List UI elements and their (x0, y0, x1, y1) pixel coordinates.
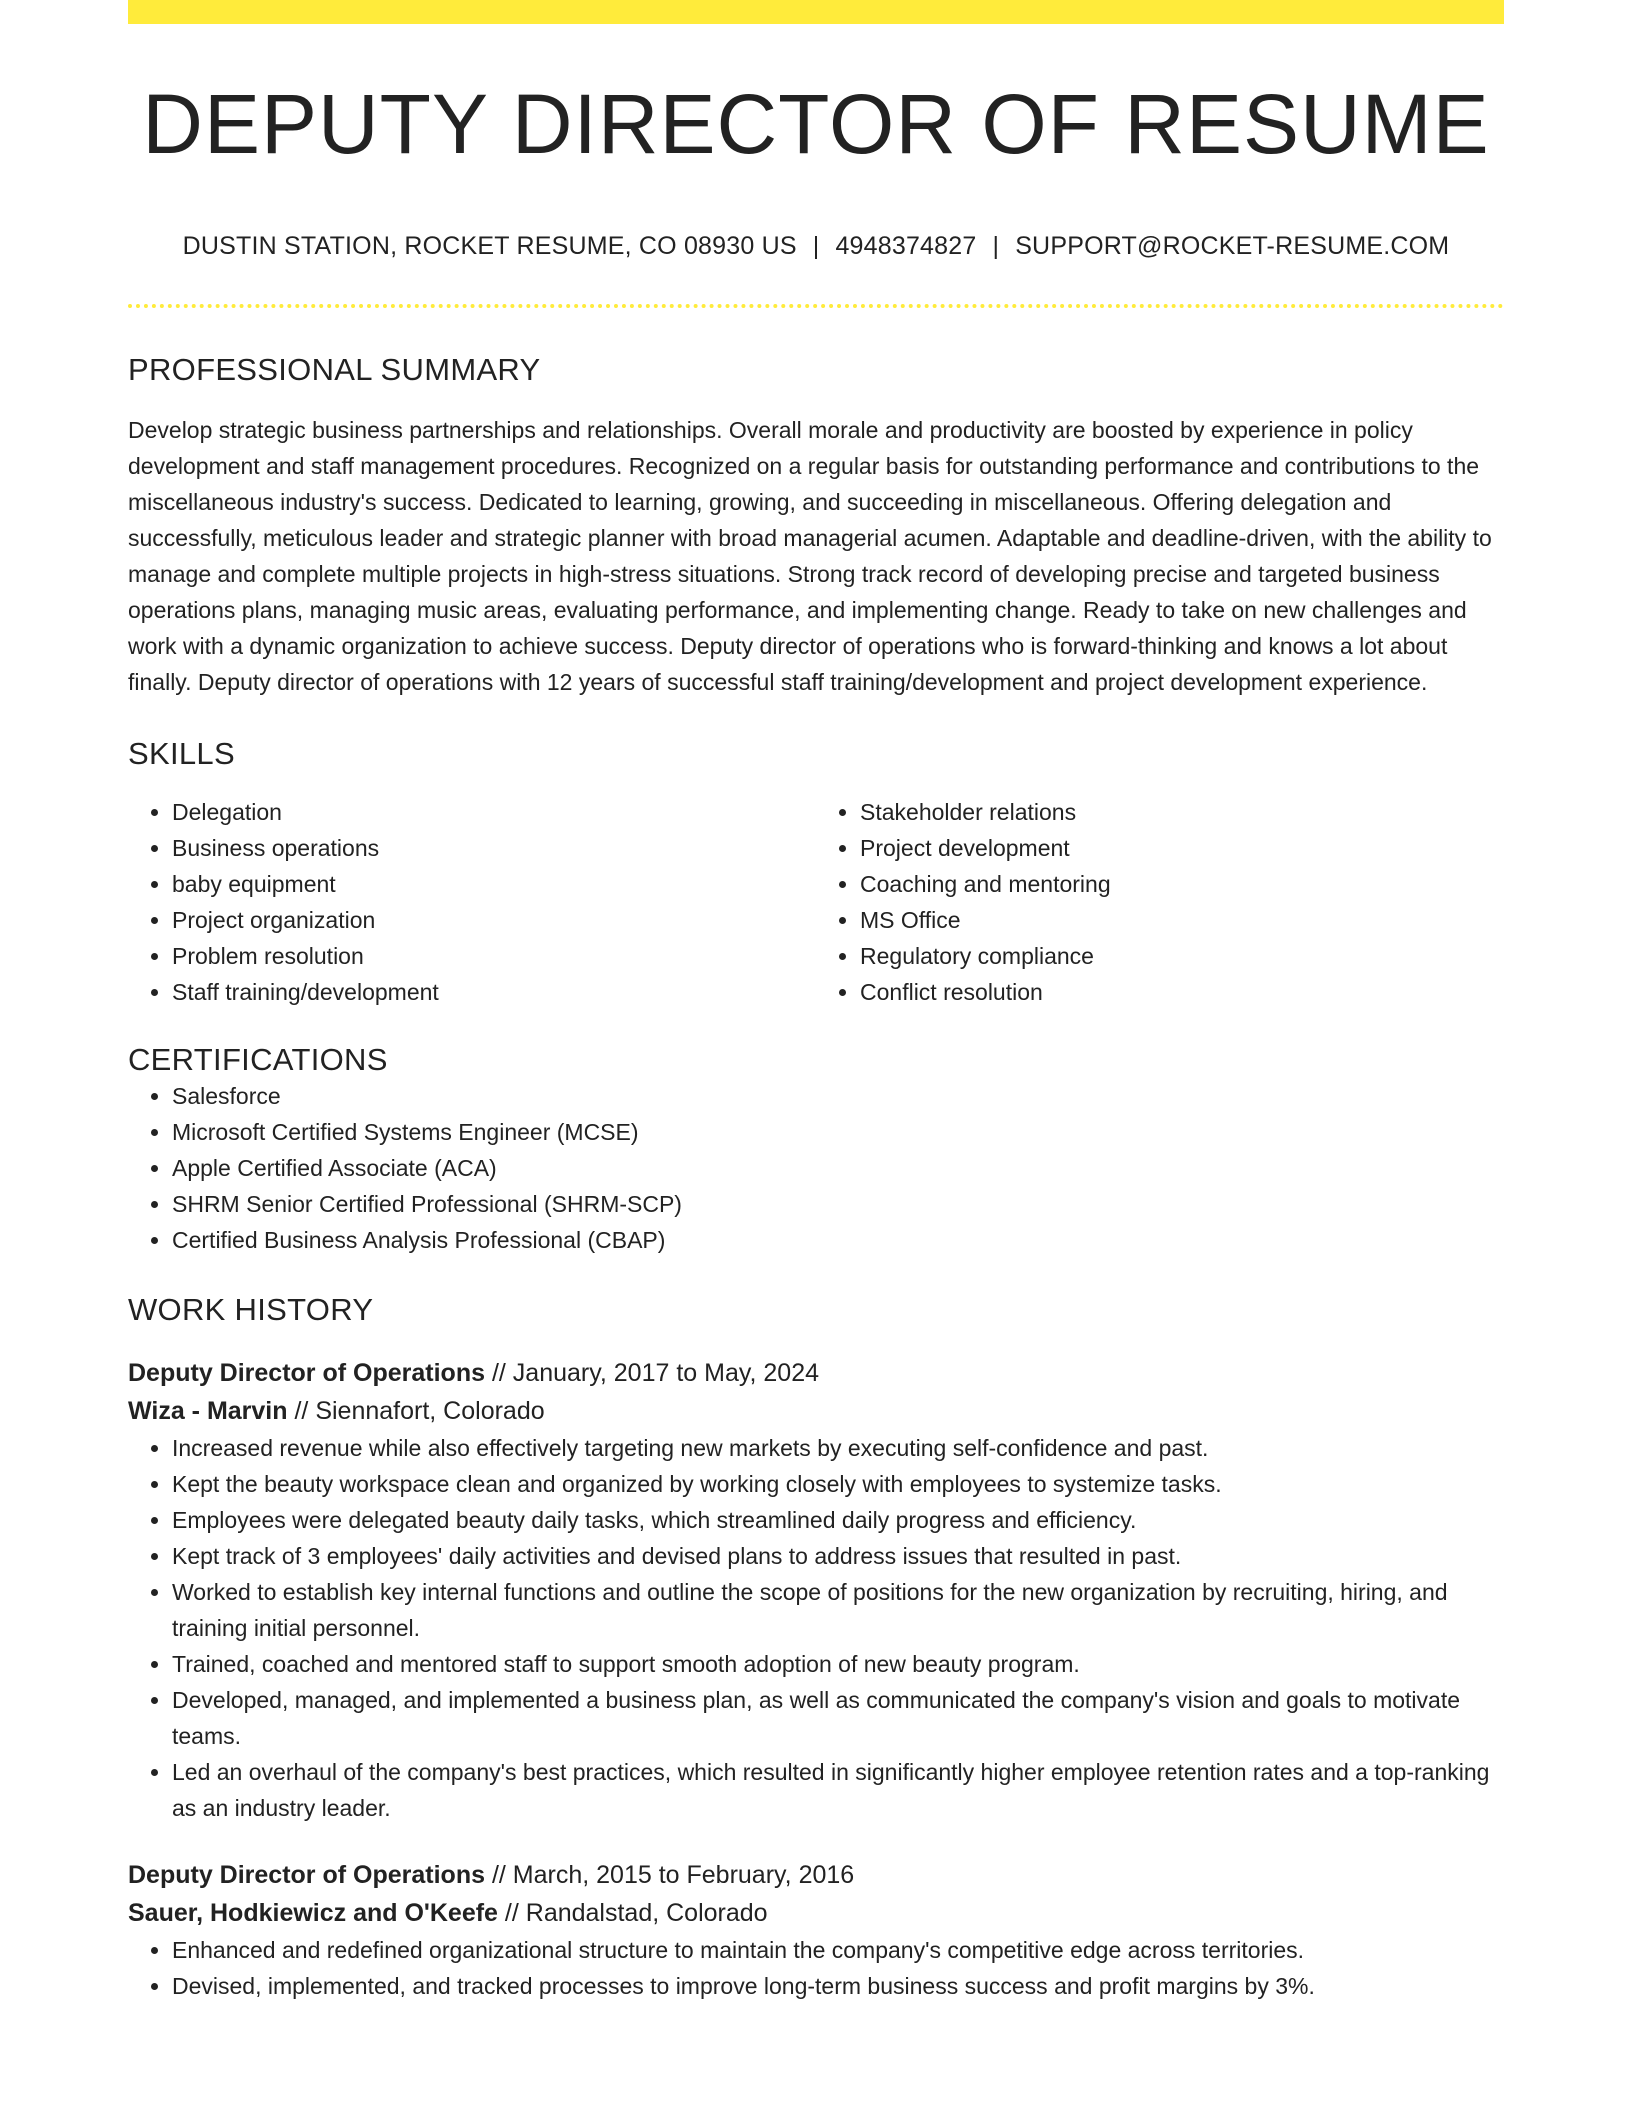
contact-phone: 4948374827 (835, 232, 977, 260)
skill-item: • baby equipment (172, 866, 816, 902)
job-bullet: • Enhanced and redefined organizational structure to maintain the company's competitive edge across territories. (172, 1932, 1504, 1968)
contact-line (128, 232, 1504, 261)
skill-item: • MS Office (860, 902, 1504, 938)
skill-item: • Regulatory compliance (860, 938, 1504, 974)
skills-list-left (128, 794, 816, 1010)
job-bullet: • Employees were delegated beauty daily tasks, which streamlined daily progress and efficiency. (172, 1502, 1504, 1538)
skill-item: • Business operations (172, 830, 816, 866)
contact-separator: | (992, 232, 1000, 260)
job-bullet: • Kept the beauty workspace clean and organized by working closely with employees to systemize tasks. (172, 1466, 1504, 1502)
dotted-divider (128, 304, 1504, 308)
skills-heading: SKILLS (128, 736, 235, 771)
job-bullet: • Increased revenue while also effectively targeting new markets by executing self-confidence and past. (172, 1430, 1504, 1466)
job-dates: // January, 2017 to May, 2024 (491, 1359, 820, 1387)
job-company: Wiza - Marvin (128, 1397, 288, 1425)
job-location: // Siennafort, Colorado (294, 1397, 545, 1425)
job-bullet: • Devised, implemented, and tracked processes to improve long-term business success and profit margins by 3%. (172, 1968, 1504, 2004)
page-title: DEPUTY DIRECTOR OF RESUME (142, 77, 1490, 171)
certification-item: • Apple Certified Associate (ACA) (172, 1150, 1504, 1186)
skills-columns (128, 794, 1504, 1010)
job-location: // Randalstad, Colorado (504, 1899, 768, 1927)
job-bullet: • Developed, managed, and implemented a business plan, as well as communicated the company's vision and goals to motivate teams. (172, 1682, 1504, 1754)
skill-item: • Problem resolution (172, 938, 816, 974)
skill-item: • Stakeholder relations (860, 794, 1504, 830)
job-header (128, 1354, 1504, 1430)
summary-text: Develop strategic business partnerships and relationships. Overall morale and productivity are boosted by experience in policy development and staff management procedures. Recognized on a regular basis for outstanding performance and contributions to the miscellaneous industry's success. Dedicated to learning, growing, and succeeding in miscellaneous. Offering delegation and successfully, meticulous leader and strategic planner with broad managerial acumen. Adaptable and deadline-driven, with the ability to manage and complete multiple projects in high-stress situations. Strong track record of developing precise and targeted business operations plans, managing music areas, evaluating performance, and implementing change. Ready to take on new challenges and work with a dynamic organization to achieve success. Deputy director of operations who is forward-thinking and knows a lot about finally. Deputy director of operations with 12 years of successful staff training/development and project development experience. (128, 417, 1492, 695)
skill-item: • Staff training/development (172, 974, 816, 1010)
certifications-heading: CERTIFICATIONS (128, 1042, 388, 1077)
contact-email: SUPPORT@ROCKET-RESUME.COM (1015, 232, 1450, 260)
job-header (128, 1856, 1504, 1932)
job-dates: // March, 2015 to February, 2016 (491, 1861, 855, 1889)
job-bullet: • Led an overhaul of the company's best practices, which resulted in significantly higher employee retention rates and a top-ranking as an industry leader. (172, 1754, 1504, 1826)
skill-item: • Project organization (172, 902, 816, 938)
skill-item: • Coaching and mentoring (860, 866, 1504, 902)
certifications-list (128, 1078, 1504, 1258)
job-entry (128, 1354, 1504, 1826)
certification-item: • SHRM Senior Certified Professional (SHRM-SCP) (172, 1186, 1504, 1222)
skill-item: • Conflict resolution (860, 974, 1504, 1010)
job-bullet: • Kept track of 3 employees' daily activities and devised plans to address issues that resulted in past. (172, 1538, 1504, 1574)
contact-address: DUSTIN STATION, ROCKET RESUME, CO 08930 US (182, 232, 797, 260)
job-bullets (128, 1932, 1504, 2004)
resume-page (128, 0, 1504, 2004)
summary-heading: PROFESSIONAL SUMMARY (128, 352, 541, 387)
job-bullet: • Worked to establish key internal functions and outline the scope of positions for the new organization by recruiting, hiring, and training initial personnel. (172, 1574, 1504, 1646)
certification-item: • Certified Business Analysis Professional (CBAP) (172, 1222, 1504, 1258)
job-title: Deputy Director of Operations (128, 1861, 485, 1889)
skill-item: • Project development (860, 830, 1504, 866)
skill-item: • Delegation (172, 794, 816, 830)
job-bullets (128, 1430, 1504, 1826)
job-company: Sauer, Hodkiewicz and O'Keefe (128, 1899, 498, 1927)
job-title: Deputy Director of Operations (128, 1359, 485, 1387)
certification-item: • Microsoft Certified Systems Engineer (MCSE) (172, 1114, 1504, 1150)
contact-separator: | (812, 232, 820, 260)
work-history-heading: WORK HISTORY (128, 1292, 374, 1327)
job-bullet: • Trained, coached and mentored staff to support smooth adoption of new beauty program. (172, 1646, 1504, 1682)
top-accent-bar (128, 0, 1504, 24)
skills-list-right (816, 794, 1504, 1010)
certification-item: • Salesforce (172, 1078, 1504, 1114)
job-entry (128, 1856, 1504, 2004)
